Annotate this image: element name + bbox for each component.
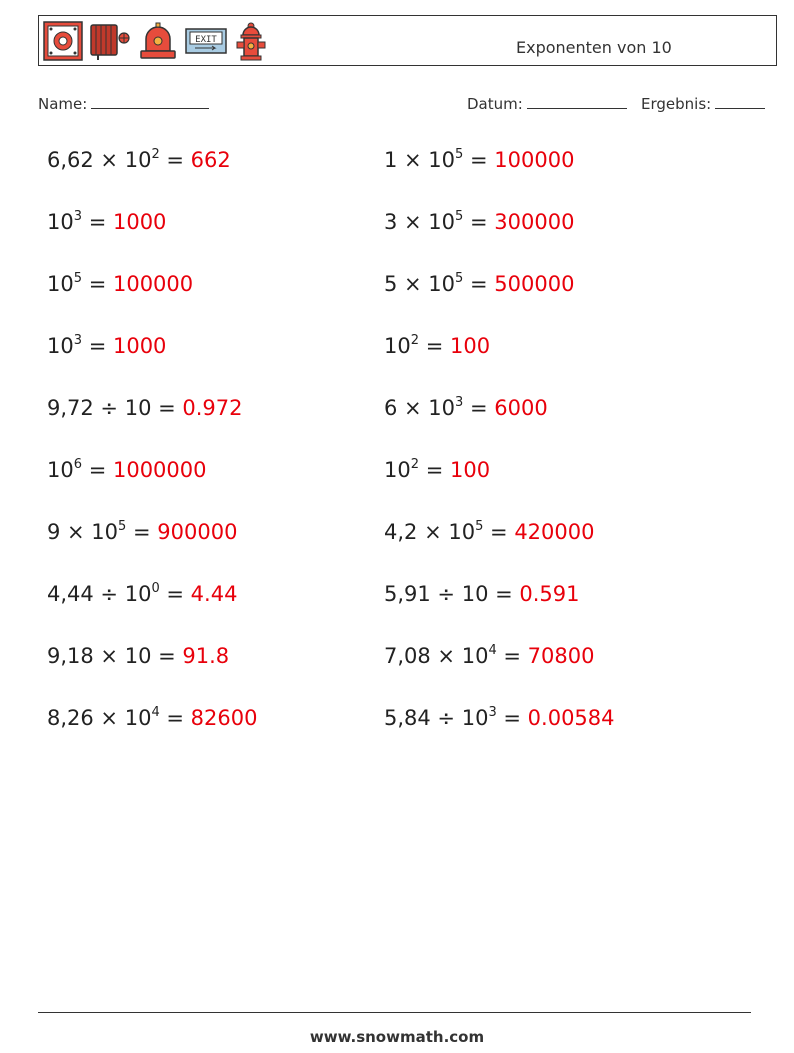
problem-expression: 9,72 ÷ 10 (47, 396, 152, 420)
problem-answer: 4.44 (190, 582, 238, 606)
alarm-siren-icon (137, 21, 179, 61)
problem-item (47, 520, 237, 544)
problem-expression: 9,18 × 10 (47, 644, 152, 668)
problem-exponent: 4 (151, 705, 160, 720)
problem-answer: 500000 (494, 272, 575, 296)
header-box (38, 15, 777, 66)
problem-equals: = (419, 334, 450, 358)
problem-answer: 91.8 (182, 644, 230, 668)
page-title: Exponenten von 10 (516, 38, 672, 57)
problem-expression: 5,91 ÷ 10 (384, 582, 489, 606)
problem-exponent: 4 (488, 643, 497, 658)
problem-answer: 0.591 (519, 582, 580, 606)
problem-answer: 420000 (514, 520, 595, 544)
problem-expression: 10 (47, 458, 74, 482)
problem-item (384, 458, 490, 482)
problem-exponent: 3 (488, 705, 497, 720)
problem-item (47, 396, 243, 420)
problem-equals: = (159, 706, 191, 730)
problem-item (47, 148, 231, 172)
problem-answer: 900000 (157, 520, 238, 544)
problem-answer: 100 (449, 334, 491, 358)
problem-answer: 100 (449, 458, 491, 482)
problem-exponent: 5 (475, 519, 484, 534)
problem-equals: = (126, 520, 158, 544)
problem-item (47, 210, 166, 234)
result-blank (715, 94, 765, 109)
problem-equals: = (463, 272, 495, 296)
fire-alarm-box-icon (43, 21, 83, 61)
result-label: Ergebnis: (641, 95, 712, 113)
problem-exponent: 2 (410, 457, 420, 472)
problem-expression: 6 × 10 (384, 396, 456, 420)
problem-expression: 10 (384, 458, 411, 482)
problem-expression: 4,2 × 10 (384, 520, 476, 544)
problem-expression: 9 × 10 (47, 520, 119, 544)
problem-equals: = (82, 210, 113, 234)
problem-answer: 82600 (190, 706, 258, 730)
problem-item (47, 706, 257, 730)
problem-exponent: 2 (410, 333, 420, 348)
problem-exponent: 5 (455, 271, 464, 286)
problem-item (384, 148, 574, 172)
problem-expression: 5 × 10 (384, 272, 456, 296)
fire-hydrant-icon (233, 21, 269, 61)
header-icons (43, 21, 269, 61)
date-blank (527, 94, 627, 109)
problem-answer: 0.972 (182, 396, 243, 420)
problem-exponent: 3 (455, 395, 464, 410)
problem-answer: 100000 (494, 148, 575, 172)
problem-answer: 1000 (112, 334, 167, 358)
problem-exponent: 5 (455, 147, 464, 162)
problem-expression: 10 (47, 210, 74, 234)
problem-expression: 4,44 ÷ 10 (47, 582, 152, 606)
problem-expression: 7,08 × 10 (384, 644, 489, 668)
problem-answer: 662 (190, 148, 231, 172)
problem-answer: 1000 (112, 210, 167, 234)
problem-answer: 0.00584 (527, 706, 615, 730)
problem-answer: 1000000 (112, 458, 207, 482)
problem-exponent: 0 (151, 581, 160, 596)
problem-expression: 10 (47, 334, 74, 358)
problem-item (384, 582, 580, 606)
problem-item (47, 272, 193, 296)
problem-expression: 1 × 10 (384, 148, 456, 172)
problem-equals: = (496, 706, 528, 730)
problem-equals: = (496, 644, 528, 668)
problem-answer: 6000 (494, 396, 548, 420)
problem-item (384, 644, 594, 668)
problem-equals: = (483, 520, 515, 544)
problem-answer: 300000 (494, 210, 575, 234)
name-field (38, 94, 209, 113)
problem-item (384, 334, 490, 358)
problem-item (47, 458, 207, 482)
problem-item (384, 210, 574, 234)
problem-item (384, 520, 594, 544)
problem-exponent: 5 (118, 519, 127, 534)
problem-expression: 10 (47, 272, 74, 296)
date-field (467, 94, 627, 113)
problem-expression: 10 (384, 334, 411, 358)
name-label: Name: (38, 95, 88, 113)
problem-equals: = (159, 582, 191, 606)
problem-equals: = (463, 396, 495, 420)
problem-item (384, 706, 615, 730)
problem-item (47, 582, 237, 606)
problem-equals: = (488, 582, 520, 606)
problem-exponent: 6 (73, 457, 83, 472)
problem-equals: = (463, 210, 495, 234)
problem-exponent: 2 (151, 147, 160, 162)
problem-exponent: 3 (73, 209, 83, 224)
footer-divider (38, 1012, 751, 1013)
exit-sign-icon (185, 21, 227, 61)
problem-expression: 5,84 ÷ 10 (384, 706, 489, 730)
problem-equals: = (82, 334, 113, 358)
problem-expression: 3 × 10 (384, 210, 456, 234)
problem-item (384, 272, 574, 296)
problem-exponent: 5 (73, 271, 83, 286)
problem-answer: 100000 (112, 272, 194, 296)
problem-expression: 6,62 × 10 (47, 148, 152, 172)
problem-equals: = (151, 396, 183, 420)
problem-equals: = (82, 272, 113, 296)
problem-answer: 70800 (527, 644, 595, 668)
problem-equals: = (151, 644, 183, 668)
problem-equals: = (82, 458, 113, 482)
problem-equals: = (463, 148, 495, 172)
problem-equals: = (419, 458, 450, 482)
fire-hose-reel-icon (89, 21, 131, 61)
problem-exponent: 5 (455, 209, 464, 224)
problem-equals: = (159, 148, 191, 172)
name-blank (91, 94, 209, 109)
problem-item (47, 334, 166, 358)
problem-item (47, 644, 229, 668)
exit-sign-text: EXIT (195, 35, 217, 45)
problem-item (384, 396, 548, 420)
problem-exponent: 3 (73, 333, 83, 348)
date-label: Datum: (467, 95, 523, 113)
result-field (641, 94, 765, 113)
footer-url: www.snowmath.com (309, 1028, 485, 1046)
problem-expression: 8,26 × 10 (47, 706, 152, 730)
